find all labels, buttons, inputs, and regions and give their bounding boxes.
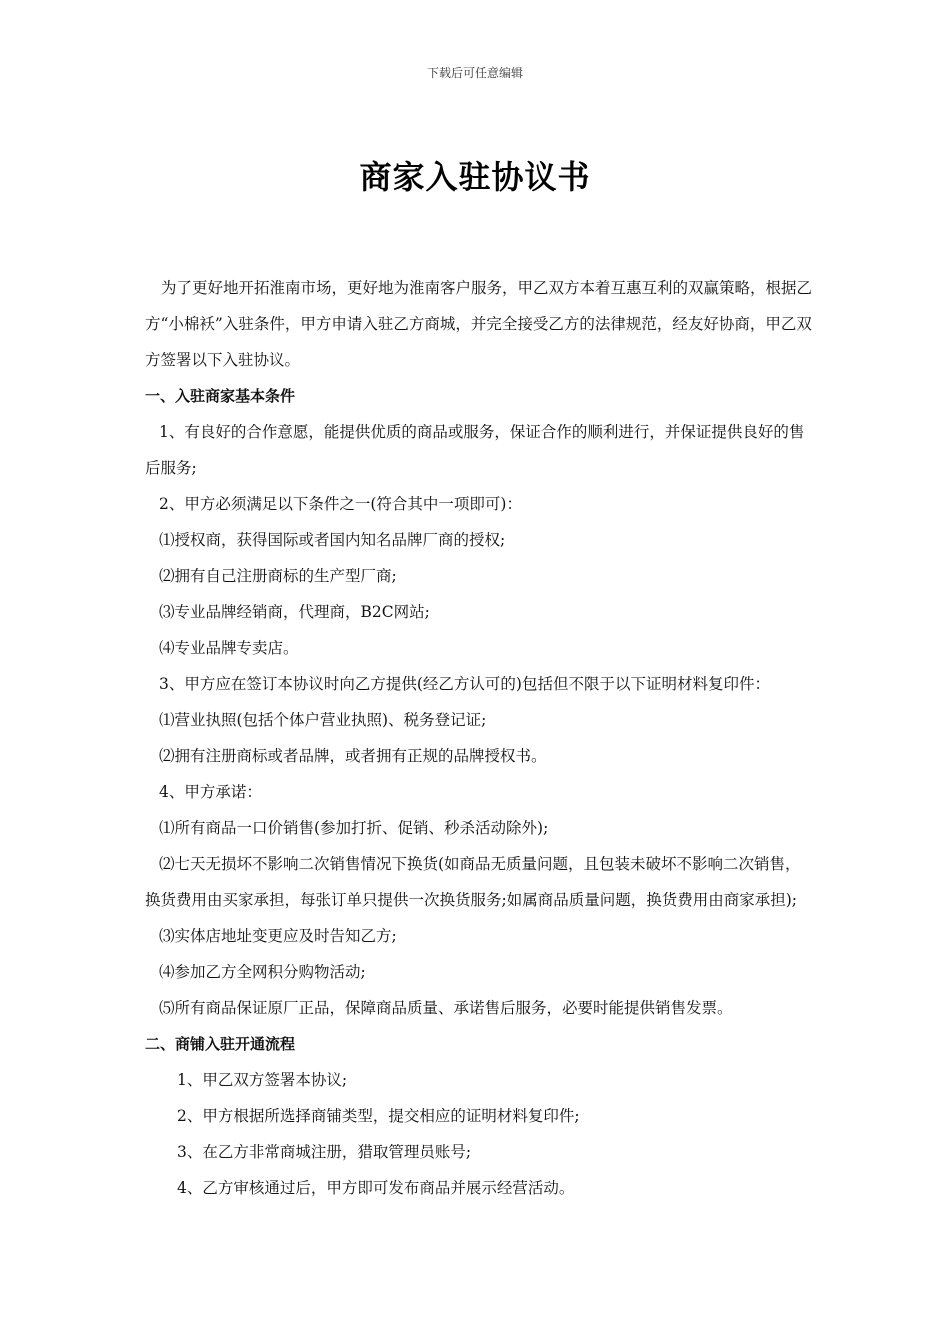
condition-item-2: ⑵拥有自己注册商标的生产型厂商; (159, 567, 397, 585)
promise-item-5: ⑸所有商品保证原厂正品，保障商品质量、承诺售后服务，必要时能提供销售发票。 (159, 999, 733, 1017)
process-step-3: 3、在乙方非常商城注册，猎取管理员账号; (177, 1143, 472, 1161)
material-item-2: ⑵拥有注册商标或者品牌，或者拥有正规的品牌授权书。 (159, 747, 547, 765)
section-1-item-1: 1、有良好的合作意愿，能提供优质的商品或服务，保证合作的顺利进行，并保证提供良好的售后服务; (145, 423, 805, 477)
condition-item-1: ⑴授权商，获得国际或者国内知名品牌厂商的授权; (159, 531, 506, 549)
document-title: 商家入驻协议书 (359, 158, 591, 196)
section-1-item-2: 2、甲方必须满足以下条件之一(符合其中一项即可)： (159, 495, 522, 513)
promise-item-4: ⑷参加乙方全网积分购物活动; (159, 963, 366, 981)
section-2-heading: 二、商铺入驻开通流程 (145, 1035, 296, 1053)
document-body (145, 270, 813, 1206)
promise-item-3: ⑶实体店地址变更应及时告知乙方; (159, 927, 397, 945)
section-1-heading: 一、入驻商家基本条件 (145, 387, 296, 405)
process-step-4: 4、乙方审核通过后，甲方即可发布商品并展示经营活动。 (177, 1179, 575, 1197)
condition-item-3: ⑶专业品牌经销商，代理商，B2C网站; (159, 603, 430, 621)
material-item-1: ⑴营业执照(包括个体户营业执照)、税务登记证; (159, 711, 487, 729)
page-header: 下载后可任意编辑 (426, 66, 523, 80)
section-1-item-3: 3、甲方应在签订本协议时向乙方提供(经乙方认可的)包括但不限于以下证明材料复印件： (159, 675, 770, 693)
promise-item-2: ⑵七天无损坏不影响二次销售情况下换货(如商品无质量问题，且包装未破坏不影响二次销售，换货费用由买家承担，每张订单只提供一次换货服务;如属商品质量问题，换货费用由商家承担); (145, 855, 801, 909)
condition-item-4: ⑷专业品牌专卖店。 (159, 639, 299, 657)
section-1-item-4: 4、甲方承诺： (159, 783, 262, 801)
promise-item-1: ⑴所有商品一口价销售(参加打折、促销、秒杀活动除外); (159, 819, 549, 837)
process-step-1: 1、甲乙双方签署本协议; (177, 1071, 348, 1089)
process-step-2: 2、甲方根据所选择商铺类型，提交相应的证明材料复印件; (177, 1107, 580, 1125)
intro-paragraph: 为了更好地开拓淮南市场，更好地为淮南客户服务，甲乙双方本着互惠互利的双赢策略，根据乙方“小棉袄”入驻条件，甲方申请入驻乙方商城，并完全接受乙方的法律规范，经友好协商，甲乙双方签署以下入驻协议。 (145, 279, 813, 369)
